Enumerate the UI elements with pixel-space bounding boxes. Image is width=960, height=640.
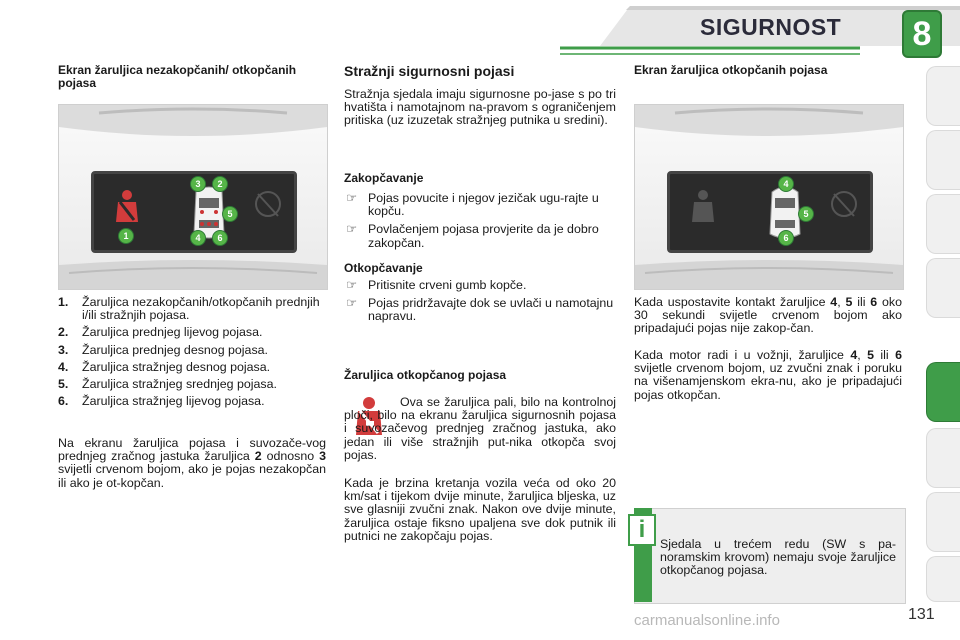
left-paragraph: Na ekranu žaruljica pojasa i suvozače-vog prednjeg zračnog jastuka žaruljica 2 odnosno 3 svijetli crvenom bojom, ako je pojas nezakopčan ili ako je ot-kopčan. bbox=[58, 436, 326, 490]
fastening-heading: Zakopčavanje bbox=[344, 171, 424, 185]
legend-item: 2. Žaruljica prednjeg lijevog pojasa. bbox=[58, 325, 263, 340]
airbag-off-icon bbox=[254, 188, 282, 222]
warning-light-heading: Žaruljica otkopčanog pojasa bbox=[344, 368, 507, 382]
list-item: ☞ Pritisnite crveni gumb kopče. bbox=[346, 278, 527, 292]
list-item: ☞ Pojas pridržavajte dok se uvlači u namotajnu napravu. bbox=[346, 296, 614, 324]
seatbelt-icon bbox=[688, 188, 718, 228]
chapter-tab[interactable] bbox=[926, 428, 960, 488]
info-icon: i bbox=[628, 514, 656, 546]
legend-item: 5. Žaruljica stražnjeg srednjeg pojasa. bbox=[58, 377, 277, 392]
indicator-label-5: 5 bbox=[798, 206, 814, 222]
right-paragraph-2: Kada motor radi i u vožnji, žaruljice 4, 5 ili 6 svijetle crvenom bojom, uz zvučni znak i poruku na višenamjenskom ekra-nu, ako je pripadajući pojas otkopčan. bbox=[634, 348, 902, 402]
unfastening-heading: Otkopčavanje bbox=[344, 261, 423, 275]
chapter-tab[interactable] bbox=[926, 556, 960, 602]
pointing-hand-icon: ☞ bbox=[346, 222, 358, 237]
right-paragraph-1: Kada uspostavite kontakt žaruljice 4, 5 ili 6 oko 30 sekundi svijetle crvenom bojom ako pripadajući pojas nije zakop-čan. bbox=[634, 295, 902, 336]
chapter-tab[interactable] bbox=[926, 66, 960, 126]
chapter-tab[interactable] bbox=[926, 492, 960, 552]
indicator-label-4: 4 bbox=[778, 176, 794, 192]
indicator-legend-list bbox=[58, 296, 326, 408]
indicator-label-2: 2 bbox=[212, 176, 228, 192]
warning-light-paragraph-2: Kada je brzina kretanja vozila veća od oko 20 km/sat i tijekom dvije minute, žaruljica bljeska, uz sve glasniji zvučni znak. Nakon ove dvije minute, žaruljica ostaje fiksno upaljena sve dok putnik ili putnici ne zakopčaju pojas. bbox=[344, 476, 616, 543]
seatbelt-panel-illustration-right bbox=[634, 104, 904, 290]
legend-item: 4. Žaruljica stražnjeg desnog pojasa. bbox=[58, 359, 271, 374]
indicator-label-3: 3 bbox=[190, 176, 206, 192]
chapter-number-badge: 8 bbox=[902, 10, 942, 58]
pointing-hand-icon: ☞ bbox=[346, 296, 358, 311]
chapter-tab-active[interactable] bbox=[926, 362, 960, 422]
chapter-title: SIGURNOST bbox=[700, 14, 842, 40]
chapter-tab[interactable] bbox=[926, 130, 960, 190]
pointing-hand-icon: ☞ bbox=[346, 278, 358, 292]
seatbelt-panel-illustration-left bbox=[58, 104, 328, 290]
airbag-off-icon bbox=[830, 188, 858, 222]
list-item: ☞ Pojas povucite i njegov jezičak ugu-rajte u kopču. bbox=[346, 191, 599, 219]
right-heading: Ekran žaruljica otkopčanih pojasa bbox=[634, 63, 828, 77]
page-number: 131 bbox=[908, 606, 935, 623]
indicator-label-1: 1 bbox=[118, 228, 134, 244]
fastening-list bbox=[346, 192, 616, 250]
chapter-tab[interactable] bbox=[926, 194, 960, 254]
legend-item: 1. Žaruljica nezakopčanih/otkopčanih prednjih i/ili stražnjih pojasa. bbox=[58, 295, 320, 323]
indicator-label-4: 4 bbox=[190, 230, 206, 246]
indicator-label-6: 6 bbox=[212, 230, 228, 246]
info-box-text: Sjedala u trećem redu (SW s pa-noramskim krovom) nemaju svoje žaruljice otkopčanog pojasa. bbox=[660, 537, 896, 578]
chapter-tab[interactable] bbox=[926, 258, 960, 318]
indicator-display bbox=[667, 171, 873, 253]
rear-seatbelts-intro: Stražnja sjedala imaju sigurnosne po-jase s po tri hvatišta i namotajnom na-pravom s ograničenjem pritiska (uz izuzetak stražnjeg putnika u sredini). bbox=[344, 87, 616, 128]
indicator-display bbox=[91, 171, 297, 253]
indicator-label-5: 5 bbox=[222, 206, 238, 222]
watermark: carmanualsonline.info bbox=[634, 612, 780, 629]
left-heading: Ekran žaruljica nezakopčanih/ otkopčanih pojasa bbox=[58, 63, 297, 90]
unfastening-list bbox=[346, 279, 616, 324]
indicator-label-6: 6 bbox=[778, 230, 794, 246]
list-item: ☞ Povlačenjem pojasa provjerite da je dobro zakopčan. bbox=[346, 222, 599, 250]
rear-seatbelts-heading: Stražnji sigurnosni pojasi bbox=[344, 63, 515, 79]
chapter-tabs bbox=[926, 66, 960, 600]
warning-light-paragraph-1: Ova se žaruljica pali, bilo na kontrolnoj ploči, bilo na ekranu žaruljica sigurnosnih pojasa i suvozačevog prednjeg zračnog jastuka, ako jedan ili više stražnjih put-nika otkopča svoj pojas. bbox=[344, 395, 616, 462]
pointing-hand-icon: ☞ bbox=[346, 191, 358, 205]
legend-item: 3. Žaruljica prednjeg desnog pojasa. bbox=[58, 342, 268, 357]
seatbelt-red-icon bbox=[112, 188, 142, 228]
legend-item: 6. Žaruljica stražnjeg lijevog pojasa. bbox=[58, 394, 265, 409]
